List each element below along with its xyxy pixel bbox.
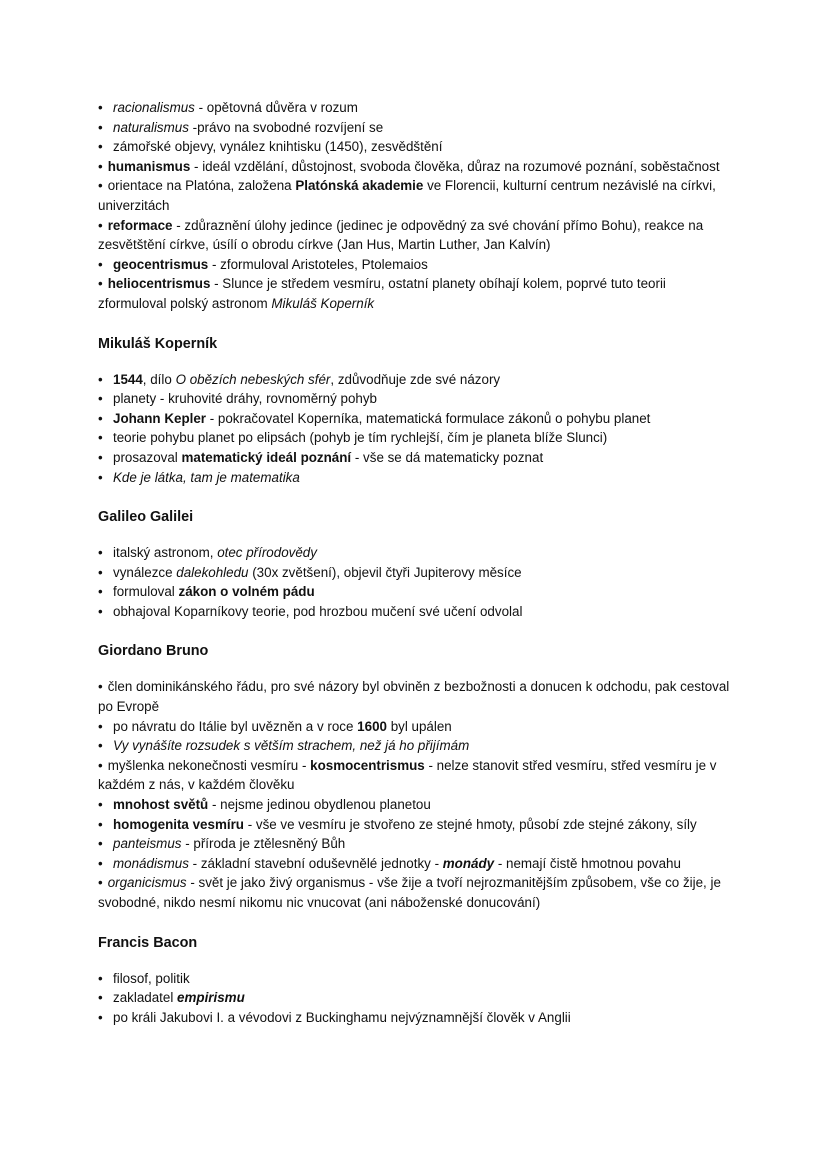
item-emphasis: monádismus bbox=[113, 855, 189, 871]
list-item bbox=[98, 988, 738, 1008]
bullet-icon: • bbox=[98, 410, 103, 426]
item-emphasis: Johann Kepler bbox=[113, 410, 207, 426]
item-text: - nelze stanovit střed vesmíru, střed vesmíru je v každém z nás, v každém člověku bbox=[98, 757, 717, 793]
list-item bbox=[98, 176, 738, 215]
item-emphasis: monády bbox=[442, 855, 495, 871]
list-item bbox=[98, 1008, 738, 1028]
list-item bbox=[98, 216, 738, 255]
item-emphasis: empirismu bbox=[177, 990, 245, 1006]
item-text: - zformuloval Aristoteles, Ptolemaios bbox=[208, 256, 428, 272]
item-text: - vše se dá matematicky poznat bbox=[351, 449, 544, 465]
bullet-icon: • bbox=[98, 430, 103, 446]
list-item bbox=[98, 756, 738, 795]
item-emphasis: Platónská akademie bbox=[295, 178, 424, 194]
list-item bbox=[98, 563, 738, 583]
bullet-icon: • bbox=[98, 217, 103, 233]
list-item bbox=[98, 815, 738, 835]
item-text: vynálezce bbox=[113, 564, 177, 580]
bullet-icon: • bbox=[98, 584, 103, 600]
item-text: teorie pohybu planet po elipsách (pohyb je tím rychlejší, čím je planeta blíže Slunci) bbox=[113, 430, 608, 446]
item-text: -právo na svobodné rozvíjení se bbox=[188, 119, 384, 135]
list-item bbox=[98, 370, 738, 390]
item-text: prosazoval bbox=[113, 449, 182, 465]
item-emphasis: otec přírodovědy bbox=[217, 545, 317, 561]
list-item bbox=[98, 736, 738, 756]
item-emphasis: Kde je látka, tam je matematika bbox=[113, 469, 300, 485]
bullet-icon: • bbox=[98, 990, 103, 1006]
item-emphasis: humanismus bbox=[107, 158, 191, 174]
bullet-icon: • bbox=[98, 757, 103, 773]
bullet-icon: • bbox=[98, 256, 103, 272]
list-item bbox=[98, 274, 738, 313]
section bbox=[98, 507, 738, 621]
item-text: - opětovná důvěra v rozum bbox=[194, 100, 358, 115]
section-list bbox=[98, 543, 738, 621]
bullet-icon: • bbox=[98, 371, 103, 387]
bullet-icon: • bbox=[98, 276, 103, 292]
item-emphasis: organicismus bbox=[107, 875, 187, 891]
bullet-icon: • bbox=[98, 816, 103, 832]
item-emphasis: O obězích nebeských sfér bbox=[175, 371, 331, 387]
list-item bbox=[98, 717, 738, 737]
section-heading: Mikuláš Koperník bbox=[98, 335, 218, 352]
item-text: člen dominikánského řádu, pro své názory byl obviněn z bezbožnosti a donucen k odchodu, pak cestoval po Evropě bbox=[98, 679, 730, 715]
list-item bbox=[98, 795, 738, 815]
bullet-icon: • bbox=[98, 469, 103, 485]
item-text: ve Florencii, kulturní centrum nezávislé na církvi, univerzitách bbox=[98, 178, 716, 213]
item-text: - ideál vzdělání, důstojnost, svoboda člověka, důraz na rozumové poznání, soběstačnost bbox=[190, 158, 720, 174]
list-item bbox=[98, 409, 738, 429]
list-item bbox=[98, 543, 738, 563]
list-item bbox=[98, 677, 738, 716]
bullet-icon: • bbox=[98, 449, 103, 465]
item-emphasis: 1544 bbox=[113, 371, 143, 387]
bullet-icon: • bbox=[98, 738, 103, 754]
list-item bbox=[98, 428, 738, 448]
item-emphasis: dalekohledu bbox=[176, 564, 249, 580]
list-item bbox=[98, 873, 738, 912]
bullet-icon: • bbox=[98, 100, 103, 115]
list-item bbox=[98, 255, 738, 275]
bullet-icon: • bbox=[98, 875, 103, 891]
item-emphasis: zákon o volném pádu bbox=[178, 584, 315, 600]
item-text: italský astronom, bbox=[113, 545, 218, 561]
bullet-icon: • bbox=[98, 1009, 103, 1025]
item-text: po králi Jakubovi I. a vévodovi z Buckinghamu nejvýznamnější člověk v Anglii bbox=[113, 1009, 571, 1025]
bullet-icon: • bbox=[98, 564, 103, 580]
item-emphasis: Vy vynášíte rozsudek s větším strachem, než já ho přijímám bbox=[113, 738, 470, 754]
item-text: - základní stavební oduševnělé jednotky - bbox=[188, 855, 443, 871]
item-text: - zdůraznění úlohy jedince (jedinec je odpovědný za své chování přímo Bohu), reakce na zesvětštění církve, úsílí o obrodu církve (Jan Hus, Martin Luther, Jan Kalvín) bbox=[98, 217, 704, 253]
list-item bbox=[98, 854, 738, 874]
intro-list bbox=[98, 98, 738, 314]
list-item bbox=[98, 448, 738, 468]
item-emphasis: reformace bbox=[107, 217, 173, 233]
item-emphasis: geocentrismus bbox=[113, 256, 209, 272]
section bbox=[98, 933, 738, 1028]
section-heading: Galileo Galilei bbox=[98, 509, 194, 526]
item-text: zámořské objevy, vynález knihtisku (1450), zesvědštění bbox=[113, 139, 443, 155]
list-item bbox=[98, 118, 738, 138]
item-text: byl upálen bbox=[386, 718, 452, 734]
bullet-icon: • bbox=[98, 855, 103, 871]
item-text: zakladatel bbox=[113, 990, 178, 1006]
list-item bbox=[98, 468, 738, 488]
item-text: - nemají čistě hmotnou povahu bbox=[494, 855, 681, 871]
section-list bbox=[98, 677, 738, 912]
section-heading: Francis Bacon bbox=[98, 934, 198, 951]
bullet-icon: • bbox=[98, 119, 103, 135]
item-text: filosof, politik bbox=[113, 970, 190, 986]
item-text: - svět je jako živý organismus - vše žije a tvoří nejrozmanitějším způsobem, vše co žije, je svobodné, nikdo nesmí nikomu nic vnucovat (ani náboženské donucování) bbox=[98, 875, 721, 910]
item-text: (30x zvětšení), objevil čtyři Jupiterovy měsíce bbox=[248, 564, 522, 580]
bullet-icon: • bbox=[98, 545, 103, 561]
item-emphasis: homogenita vesmíru bbox=[113, 816, 244, 832]
bullet-icon: • bbox=[98, 718, 103, 734]
item-text: planety - kruhovité dráhy, rovnoměrný pohyb bbox=[113, 391, 377, 407]
item-emphasis: naturalismus bbox=[113, 119, 189, 135]
bullet-icon: • bbox=[98, 178, 103, 194]
item-text: - pokračovatel Koperníka, matematická formulace zákonů o pohybu planet bbox=[206, 410, 651, 426]
section-list bbox=[98, 370, 738, 488]
item-emphasis: Mikuláš Koperník bbox=[271, 295, 375, 311]
item-emphasis: racionalismus bbox=[113, 100, 195, 115]
item-emphasis: matematický ideál poznání bbox=[181, 449, 352, 465]
section bbox=[98, 334, 738, 488]
item-text: myšlenka nekonečnosti vesmíru - bbox=[107, 757, 311, 773]
bullet-icon: • bbox=[98, 797, 103, 813]
bullet-icon: • bbox=[98, 158, 103, 174]
bullet-icon: • bbox=[98, 603, 103, 619]
item-text: - vše ve vesmíru je stvořeno ze stejné hmoty, působí zde stejné zákony, síly bbox=[243, 816, 697, 832]
item-text: - nejsme jedinou obydlenou planetou bbox=[208, 797, 431, 813]
item-text: obhajoval Koparníkovy teorie, pod hrozbou mučení své učení odvolal bbox=[113, 603, 523, 619]
item-text: , dílo bbox=[142, 371, 176, 387]
list-item bbox=[98, 137, 738, 157]
item-text: - Slunce je středem vesmíru, ostatní planety obíhají kolem, poprvé tuto teorii zformuloval polský astronom bbox=[98, 276, 666, 311]
item-emphasis: panteismus bbox=[113, 836, 182, 852]
section bbox=[98, 641, 738, 912]
bullet-icon: • bbox=[98, 836, 103, 852]
item-emphasis: 1600 bbox=[357, 718, 387, 734]
item-text: orientace na Platóna, založena bbox=[107, 178, 296, 194]
item-text: formuloval bbox=[113, 584, 179, 600]
list-item bbox=[98, 98, 738, 118]
item-emphasis: mnohost světů bbox=[113, 797, 209, 813]
list-item bbox=[98, 389, 738, 409]
list-item bbox=[98, 602, 738, 622]
bullet-icon: • bbox=[98, 139, 103, 155]
item-emphasis: kosmocentrismus bbox=[310, 757, 425, 773]
section-list bbox=[98, 969, 738, 1028]
section-heading: Giordano Bruno bbox=[98, 643, 209, 660]
list-item bbox=[98, 969, 738, 989]
item-text: po návratu do Itálie byl uvězněn a v roce bbox=[113, 718, 358, 734]
bullet-icon: • bbox=[98, 391, 103, 407]
bullet-icon: • bbox=[98, 679, 103, 695]
item-emphasis: heliocentrismus bbox=[107, 276, 211, 292]
list-item bbox=[98, 157, 738, 177]
item-text: - příroda je ztělesněný Bůh bbox=[181, 836, 346, 852]
item-text: , zdůvodňuje zde své názory bbox=[330, 371, 501, 387]
list-item bbox=[98, 834, 738, 854]
list-item bbox=[98, 582, 738, 602]
sections-container bbox=[98, 334, 738, 1028]
bullet-icon: • bbox=[98, 970, 103, 986]
